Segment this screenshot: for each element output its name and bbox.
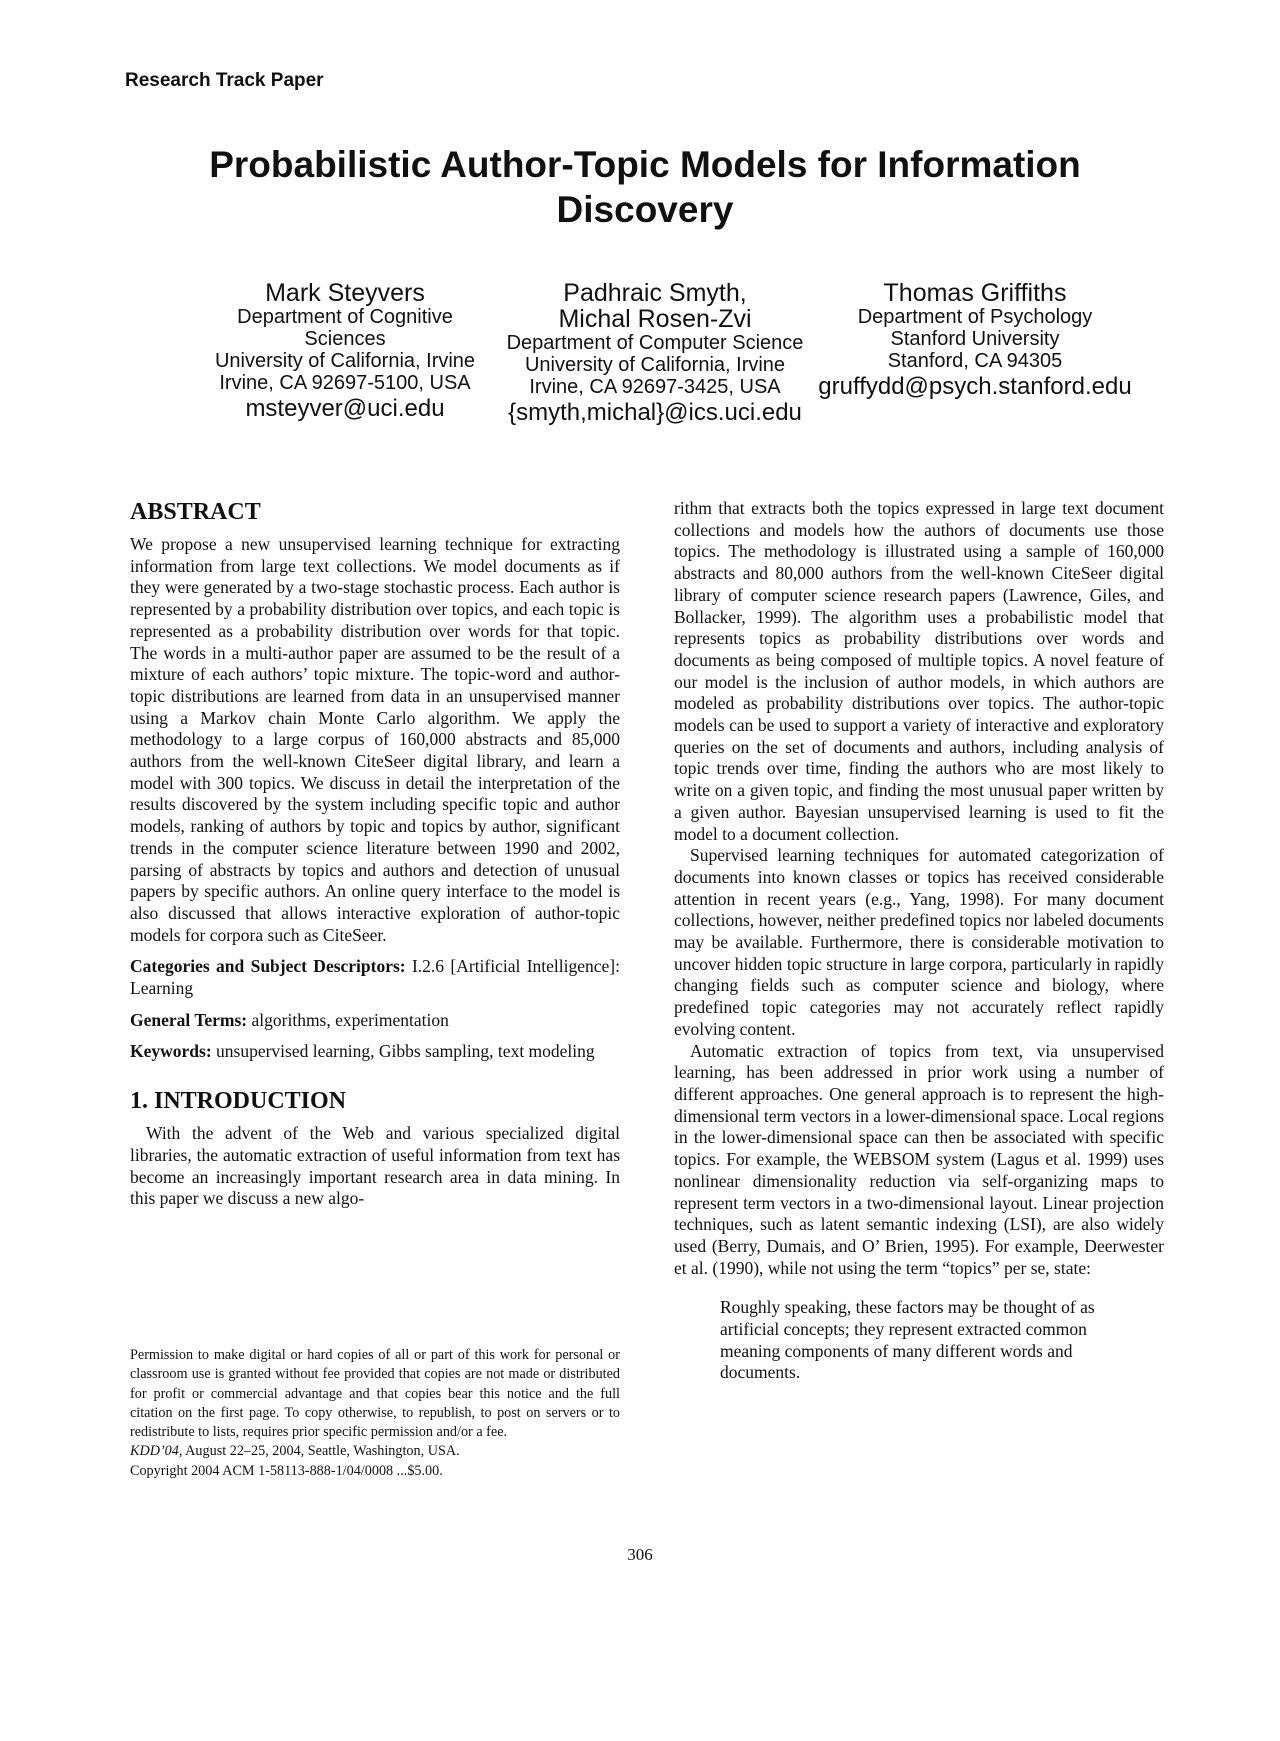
author-affiliation-line: Irvine, CA 92697-3425, USA bbox=[529, 376, 781, 398]
page-number: 306 bbox=[627, 1545, 653, 1564]
conference-line bbox=[130, 1442, 620, 1461]
general-terms-value: algorithms, experimentation bbox=[251, 1009, 449, 1030]
author-name: Michal Rosen-Zvi bbox=[558, 305, 752, 333]
right-column bbox=[674, 498, 1164, 1384]
running-header: Research Track Paper bbox=[125, 70, 324, 91]
author-affiliation-line: University of California, Irvine bbox=[524, 354, 786, 376]
author-email: gruffydd@psych.stanford.edu bbox=[818, 373, 1132, 400]
author-name: Padhraic Smyth, bbox=[563, 279, 747, 307]
general-terms-label: General Terms: bbox=[130, 1009, 248, 1030]
categories-value: I.2.6 [Artificial Intelligence]: Learning bbox=[130, 956, 620, 999]
keywords-label: Keywords: bbox=[130, 1041, 212, 1062]
intro-paragraph-1-start: With the advent of the Web and various specialized digital libraries, the automatic extraction of useful information from text has become an increasingly important research area in data mining. In this paper we discuss a new algo- bbox=[130, 1123, 620, 1209]
author-name: Mark Steyvers bbox=[265, 279, 425, 307]
copyright-line: Copyright 2004 ACM 1-58113-888-1/04/0008 ...$5.00. bbox=[130, 1462, 443, 1479]
author-email: {smyth,michal}@ics.uci.edu bbox=[508, 399, 802, 426]
permission-text: Permission to make digital or hard copies of all or part of this work for personal or classroom use is granted without fee provided that copies are not made or distributed for profit or commercial advantage and that copies bear this notice and the full citation on the first page. To copy otherwise, to republish, to post on servers or to redistribute to lists, requires prior specific permission and/or a fee. bbox=[130, 1347, 620, 1441]
abstract-text: We propose a new unsupervised learning technique for extracting information from large text collections. We model documents as if they were generated by a two-stage stochastic process. Each author is represented by a probability distribution over topics, and each topic is represented as a probability distribution over words for that topic. The words in a multi-author paper are assumed to be the result of a mixture of each authors’ topic mixture. The topic-word and author-topic distributions are learned from data in an unsupervised manner using a Markov chain Monte Carlo algorithm. We apply the methodology to a large corpus of 160,000 abstracts and 85,000 authors from the well-known CiteSeer digital library, and learn a model with 300 topics. We discuss in detail the interpretation of the results discovered by the system including specific topic and author models, ranking of authors by topic and topics by author, significant trends in the computer science literature between 1990 and 2002, parsing of abstracts by topics and authors and detection of unusual papers by specific authors. An online query interface to the model is also discussed that allows interactive exploration of author-topic models for corpora such as CiteSeer. bbox=[130, 534, 620, 945]
author-affiliation-line: Stanford, CA 94305 bbox=[887, 350, 1063, 372]
categories-descriptors bbox=[130, 956, 620, 999]
author-affiliation-line: Irvine, CA 92697-5100, USA bbox=[219, 372, 471, 394]
author-affiliation-line: University of California, Irvine bbox=[214, 350, 476, 372]
author-block-griffiths bbox=[805, 280, 1145, 402]
intro-paragraph-3: Automatic extraction of topics from text, via unsupervised learning, has been addressed in prior work using a number of different approaches. One general approach is to represent the high-dimensional term vectors in a lower-dimensional space. Local regions in the lower-dimensional space can then be associated with specific topics. For example, the WEBSOM system (Lagus et al. 1999) uses nonlinear dimensionality reduction via self-organizing maps to represent term vectors in a two-dimensional layout. Linear projection techniques, such as latent semantic indexing (LSI), are also widely used (Berry, Dumais, and O’ Brien, 1995). For example, Deerwester et al. (1990), while not using the term “topics” per se, state: bbox=[674, 1040, 1164, 1278]
author-email: msteyver@uci.edu bbox=[245, 395, 445, 422]
block-quote: Roughly speaking, these factors may be thought of as artificial concepts; they represent extracted common meaning components of many different words and documents. bbox=[720, 1297, 1095, 1383]
intro-paragraph-1-continued: rithm that extracts both the topics expressed in large text document collections and models how the authors of documents use those topics. The methodology is illustrated using a sample of 160,000 abstracts and 80,000 authors from the well-known CiteSeer digital library of computer science research papers (Lawrence, Giles, and Bollacker, 1999). The algorithm uses a probabilistic model that represents topics as probability distributions over words and documents as being composed of multiple topics. A novel feature of our model is the inclusion of author models, in which authors are modeled as probability distributions over topics. The author-topic models can be used to support a variety of interactive and exploratory queries on the set of documents and authors, including analysis of topic trends over time, finding the authors who are most likely to write on a given topic, and finding the most unusual paper written by a given author. Bayesian unsupervised learning is used to fit the model to a document collection. bbox=[674, 498, 1164, 844]
conference-name: KDD’04, bbox=[130, 1443, 183, 1460]
author-block-steyvers bbox=[195, 280, 495, 424]
keywords bbox=[130, 1041, 620, 1063]
categories-label: Categories and Subject Descriptors: bbox=[130, 956, 406, 977]
abstract-heading: ABSTRACT bbox=[130, 499, 261, 525]
author-affiliation-line: Department of Cognitive Sciences bbox=[237, 306, 453, 350]
permission-notice bbox=[130, 1346, 620, 1481]
left-column bbox=[130, 498, 620, 1210]
author-block-smyth-rosen-zvi bbox=[500, 280, 810, 428]
author-affiliation-line: Stanford University bbox=[890, 328, 1060, 350]
general-terms bbox=[130, 1010, 620, 1032]
conference-details: August 22–25, 2004, Seattle, Washington, USA. bbox=[182, 1443, 460, 1460]
author-affiliation-line: Department of Computer Science bbox=[506, 332, 804, 354]
keywords-value: unsupervised learning, Gibbs sampling, text modeling bbox=[216, 1041, 595, 1062]
introduction-heading: 1. INTRODUCTION bbox=[130, 1088, 347, 1115]
paper-title: Probabilistic Author-Topic Models for Information Discovery bbox=[209, 144, 1081, 230]
intro-paragraph-2: Supervised learning techniques for automated categorization of documents into known classes or topics has received considerable attention in recent years (e.g., Yang, 1998). For many document collections, however, neither predefined topics nor labeled documents may be available. Furthermore, there is considerable motivation to uncover hidden topic structure in large corpora, particularly in rapidly changing fields such as computer science and biology, where predefined topic categories may not accurately reflect rapidly evolving content. bbox=[674, 845, 1164, 1039]
author-name: Thomas Griffiths bbox=[883, 279, 1067, 307]
author-affiliation-line: Department of Psychology bbox=[857, 306, 1093, 328]
